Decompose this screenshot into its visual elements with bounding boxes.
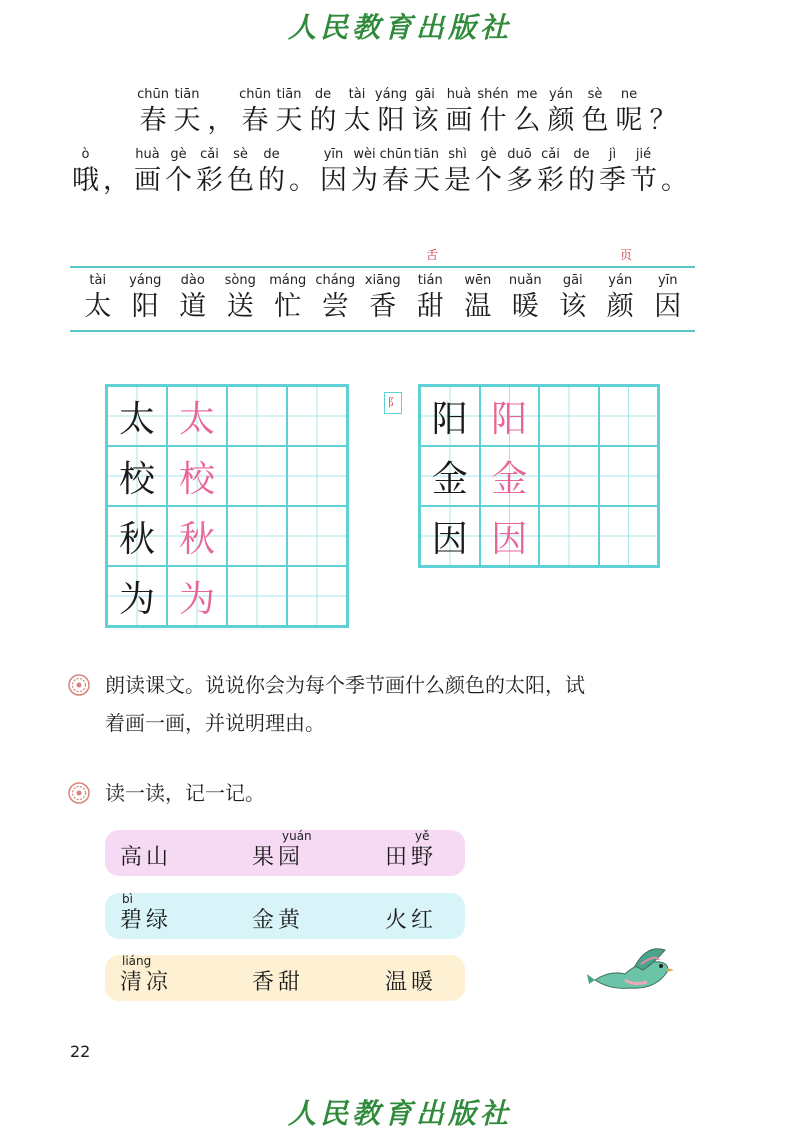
writing-cell [107, 446, 167, 506]
trace-char: 阳 [491, 398, 528, 440]
word-text: 碧绿 [120, 908, 173, 933]
writing-cell [420, 506, 480, 566]
hanzi: 因 [320, 165, 347, 196]
hanzi: 季 [599, 165, 626, 196]
pinyin: nuǎn [508, 273, 542, 288]
char-cell [264, 272, 312, 324]
model-char: 校 [118, 458, 155, 500]
hanzi: 太 [343, 105, 371, 136]
char-cell [644, 272, 692, 324]
text-line-1 [136, 86, 680, 138]
word-text: 金黄 [252, 908, 305, 933]
char-cell [312, 272, 360, 324]
char-cell [597, 146, 628, 198]
word-pinyin [120, 828, 122, 844]
writing-cell [227, 566, 287, 626]
char-cell [549, 272, 597, 324]
hanzi: 因 [654, 291, 682, 322]
pinyin: gāi [562, 273, 583, 288]
word-item [252, 953, 304, 997]
exercise-1-line-1: 朗读课文。说说你会为每个季节画什么颜色的太阳，试 [105, 673, 585, 697]
char-cell [408, 86, 442, 138]
char-cell [287, 146, 318, 198]
hanzi: 该 [411, 105, 439, 136]
word-pinyin [252, 953, 282, 969]
trace-char: 秋 [178, 518, 215, 560]
char-cell [256, 146, 287, 198]
char-cell [476, 86, 510, 138]
hanzi: 暖 [511, 291, 539, 322]
pinyin: tiān [174, 87, 200, 102]
pinyin: sòng [224, 273, 256, 288]
char-cell [340, 86, 374, 138]
hanzi: 该 [559, 291, 587, 322]
char-cell [566, 146, 597, 198]
hanzi: 香 [369, 291, 397, 322]
pinyin: ò [81, 147, 90, 162]
pinyin: tiān [414, 147, 439, 162]
pinyin: huà [446, 87, 472, 102]
writing-grid-left [105, 384, 349, 628]
word-pinyin: liáng [122, 954, 152, 968]
bird-illustration [585, 940, 675, 1000]
pinyin: shì [448, 147, 467, 162]
pinyin: tài [89, 273, 107, 288]
pinyin: yán [549, 87, 573, 102]
hanzi: 尝 [321, 291, 349, 322]
pinyin: xiāng [364, 273, 401, 288]
pinyin: yán [608, 273, 633, 288]
radical-hint-box: 阝 [384, 392, 402, 414]
writing-cell [167, 566, 227, 626]
hanzi: 多 [506, 165, 533, 196]
pinyin: cǎi [541, 147, 560, 162]
hanzi: 呢 [615, 105, 643, 136]
char-cell [612, 86, 646, 138]
word-pinyin [252, 891, 282, 907]
text-line-2 [70, 146, 690, 198]
hanzi: 的 [309, 105, 337, 136]
hanzi: 春 [241, 105, 269, 136]
pinyin: chūn [239, 87, 271, 102]
hanzi: 彩 [196, 165, 223, 196]
char-cell [454, 272, 502, 324]
pinyin: gāi [415, 87, 435, 102]
char-cell [504, 146, 535, 198]
hanzi: 画 [445, 105, 473, 136]
strip-bottom-line [70, 330, 695, 332]
model-char: 秋 [118, 518, 155, 560]
char-cell [510, 86, 544, 138]
pinyin: huà [135, 147, 160, 162]
char-cell [132, 146, 163, 198]
pinyin: yīn [657, 273, 678, 288]
hanzi: 个 [475, 165, 502, 196]
word-pinyin [385, 953, 415, 969]
trace-char: 因 [491, 518, 528, 560]
word-pinyin [385, 891, 415, 907]
writing-cell [227, 446, 287, 506]
hanzi: 甜 [416, 291, 444, 322]
pinyin: shén [477, 87, 509, 102]
hanzi: 的 [568, 165, 595, 196]
char-cell [349, 146, 380, 198]
word-pinyin: yě [415, 829, 430, 843]
pinyin: yáng [374, 87, 408, 102]
word-text: 温暖 [385, 970, 438, 995]
word-item [385, 891, 437, 935]
writing-cell [287, 446, 347, 506]
hanzi: 天 [413, 165, 440, 196]
writing-cell [539, 446, 599, 506]
pinyin: gè [480, 147, 497, 162]
pinyin: máng [269, 273, 307, 288]
pinyin: de [263, 147, 280, 162]
pinyin: ne [620, 87, 638, 102]
writing-cell [539, 386, 599, 446]
hanzi: ？ [649, 105, 677, 136]
char-cell [502, 272, 550, 324]
hanzi: 么 [513, 105, 541, 136]
pinyin: dào [180, 273, 205, 288]
char-cell [70, 146, 101, 198]
footer-publisher: 人民教育出版社 [287, 1097, 512, 1130]
hanzi: 什 [479, 105, 507, 136]
writing-cell [287, 506, 347, 566]
char-cell [380, 146, 411, 198]
hanzi: 。 [289, 165, 316, 196]
hanzi: ， [207, 105, 235, 136]
writing-cell [287, 386, 347, 446]
char-cell [136, 86, 170, 138]
writing-cell [420, 386, 480, 446]
word-text: 高山 [120, 845, 173, 870]
char-cell [359, 272, 407, 324]
model-char: 因 [431, 518, 468, 560]
model-char: 太 [118, 398, 155, 440]
char-cell [101, 146, 132, 198]
char-cell [163, 146, 194, 198]
hanzi: 色 [227, 165, 254, 196]
pinyin: tài [348, 87, 366, 102]
radical-note-yan: 页 [620, 248, 633, 262]
writing-cell [287, 566, 347, 626]
writing-grid-right [418, 384, 660, 568]
pinyin: de [573, 147, 590, 162]
exercise-seal-icon [68, 674, 90, 696]
hanzi: ， [103, 165, 130, 196]
pinyin: chūn [137, 87, 169, 102]
hanzi: 送 [226, 291, 254, 322]
hanzi: 色 [581, 105, 609, 136]
writing-cell [599, 386, 659, 446]
pinyin: cháng [315, 273, 356, 288]
hanzi: 为 [351, 165, 378, 196]
hanzi: 温 [464, 291, 492, 322]
pinyin: jié [635, 147, 652, 162]
trace-char: 为 [178, 578, 215, 620]
char-cell [170, 86, 204, 138]
new-characters-strip [74, 272, 692, 324]
pinyin: wēn [464, 273, 492, 288]
writing-cell [227, 506, 287, 566]
writing-cell [107, 386, 167, 446]
writing-cell [599, 506, 659, 566]
writing-cell [227, 386, 287, 446]
hanzi: 哦 [72, 165, 99, 196]
word-text: 清凉 [120, 970, 173, 995]
hanzi: 春 [382, 165, 409, 196]
writing-cell [167, 386, 227, 446]
model-char: 阳 [431, 398, 468, 440]
char-cell [272, 86, 306, 138]
pinyin: tián [417, 273, 443, 288]
pinyin: yīn [323, 147, 344, 162]
char-cell [306, 86, 340, 138]
char-cell [442, 86, 476, 138]
char-cell [194, 146, 225, 198]
pinyin: cǎi [200, 147, 219, 162]
pinyin: wèi [353, 147, 376, 162]
word-text: 香甜 [252, 970, 305, 995]
pinyin: sè [233, 147, 248, 162]
word-item [120, 891, 172, 935]
hanzi: 画 [134, 165, 161, 196]
char-cell [238, 86, 272, 138]
hanzi: 颜 [606, 291, 634, 322]
hanzi: 忙 [274, 291, 302, 322]
char-cell [407, 272, 455, 324]
char-cell [578, 86, 612, 138]
hanzi: 颜 [547, 105, 575, 136]
page-number: 22 [70, 1042, 91, 1061]
hanzi: 的 [258, 165, 285, 196]
trace-char: 太 [178, 398, 215, 440]
hanzi: 天 [173, 105, 201, 136]
radical-note-tian: 舌 [426, 248, 439, 262]
char-cell [442, 146, 473, 198]
hanzi: 个 [165, 165, 192, 196]
char-cell [225, 146, 256, 198]
word-item [385, 953, 437, 997]
writing-cell [107, 566, 167, 626]
writing-cell [107, 506, 167, 566]
word-item [252, 828, 312, 872]
char-cell [411, 146, 442, 198]
pinyin: yáng [129, 273, 162, 288]
word-item [120, 953, 172, 997]
char-cell [646, 86, 680, 138]
hanzi: 春 [139, 105, 167, 136]
word-text: 火红 [385, 908, 438, 933]
hanzi: 道 [179, 291, 207, 322]
word-pinyin: bì [122, 892, 133, 906]
model-char: 为 [118, 578, 155, 620]
model-char: 金 [431, 458, 468, 500]
exercise-2-text: 读一读，记一记。 [105, 781, 265, 805]
hanzi: 天 [275, 105, 303, 136]
word-pinyin: yuán [282, 829, 312, 843]
writing-cell [539, 506, 599, 566]
pinyin: tiān [276, 87, 302, 102]
hanzi: 是 [444, 165, 471, 196]
char-cell [204, 86, 238, 138]
pinyin: sè [587, 87, 603, 102]
hanzi: 太 [84, 291, 112, 322]
writing-cell [480, 386, 540, 446]
pinyin: duō [507, 147, 532, 162]
hanzi: 彩 [537, 165, 564, 196]
word-item [252, 891, 304, 935]
exercise-1-line-2: 着画一画，并说明理由。 [105, 711, 325, 735]
writing-cell [420, 446, 480, 506]
writing-cell [167, 506, 227, 566]
char-cell [169, 272, 217, 324]
hanzi: 。 [661, 165, 688, 196]
char-cell [122, 272, 170, 324]
hanzi: 阳 [377, 105, 405, 136]
char-cell [374, 86, 408, 138]
exercise-seal-icon [68, 782, 90, 804]
header-publisher: 人民教育出版社 [287, 11, 512, 44]
char-cell [318, 146, 349, 198]
hanzi: 节 [630, 165, 657, 196]
writing-cell [480, 446, 540, 506]
word-item [120, 828, 172, 872]
word-item [385, 828, 437, 872]
writing-cell [167, 446, 227, 506]
char-cell [628, 146, 659, 198]
writing-cell [599, 446, 659, 506]
char-cell [597, 272, 645, 324]
strip-top-line [70, 266, 695, 268]
trace-char: 金 [491, 458, 528, 500]
pinyin: me [516, 87, 538, 102]
char-cell [535, 146, 566, 198]
pinyin: chūn [379, 147, 412, 162]
pinyin: jì [608, 147, 617, 162]
writing-cell [480, 506, 540, 566]
hanzi: 阳 [131, 291, 159, 322]
trace-char: 校 [178, 458, 215, 500]
char-cell [217, 272, 265, 324]
char-cell [544, 86, 578, 138]
char-cell [659, 146, 690, 198]
pinyin: gè [170, 147, 187, 162]
char-cell [473, 146, 504, 198]
char-cell [74, 272, 122, 324]
pinyin: de [314, 87, 332, 102]
word-text: 田野 [385, 845, 438, 870]
word-text: 果园 [252, 845, 305, 870]
